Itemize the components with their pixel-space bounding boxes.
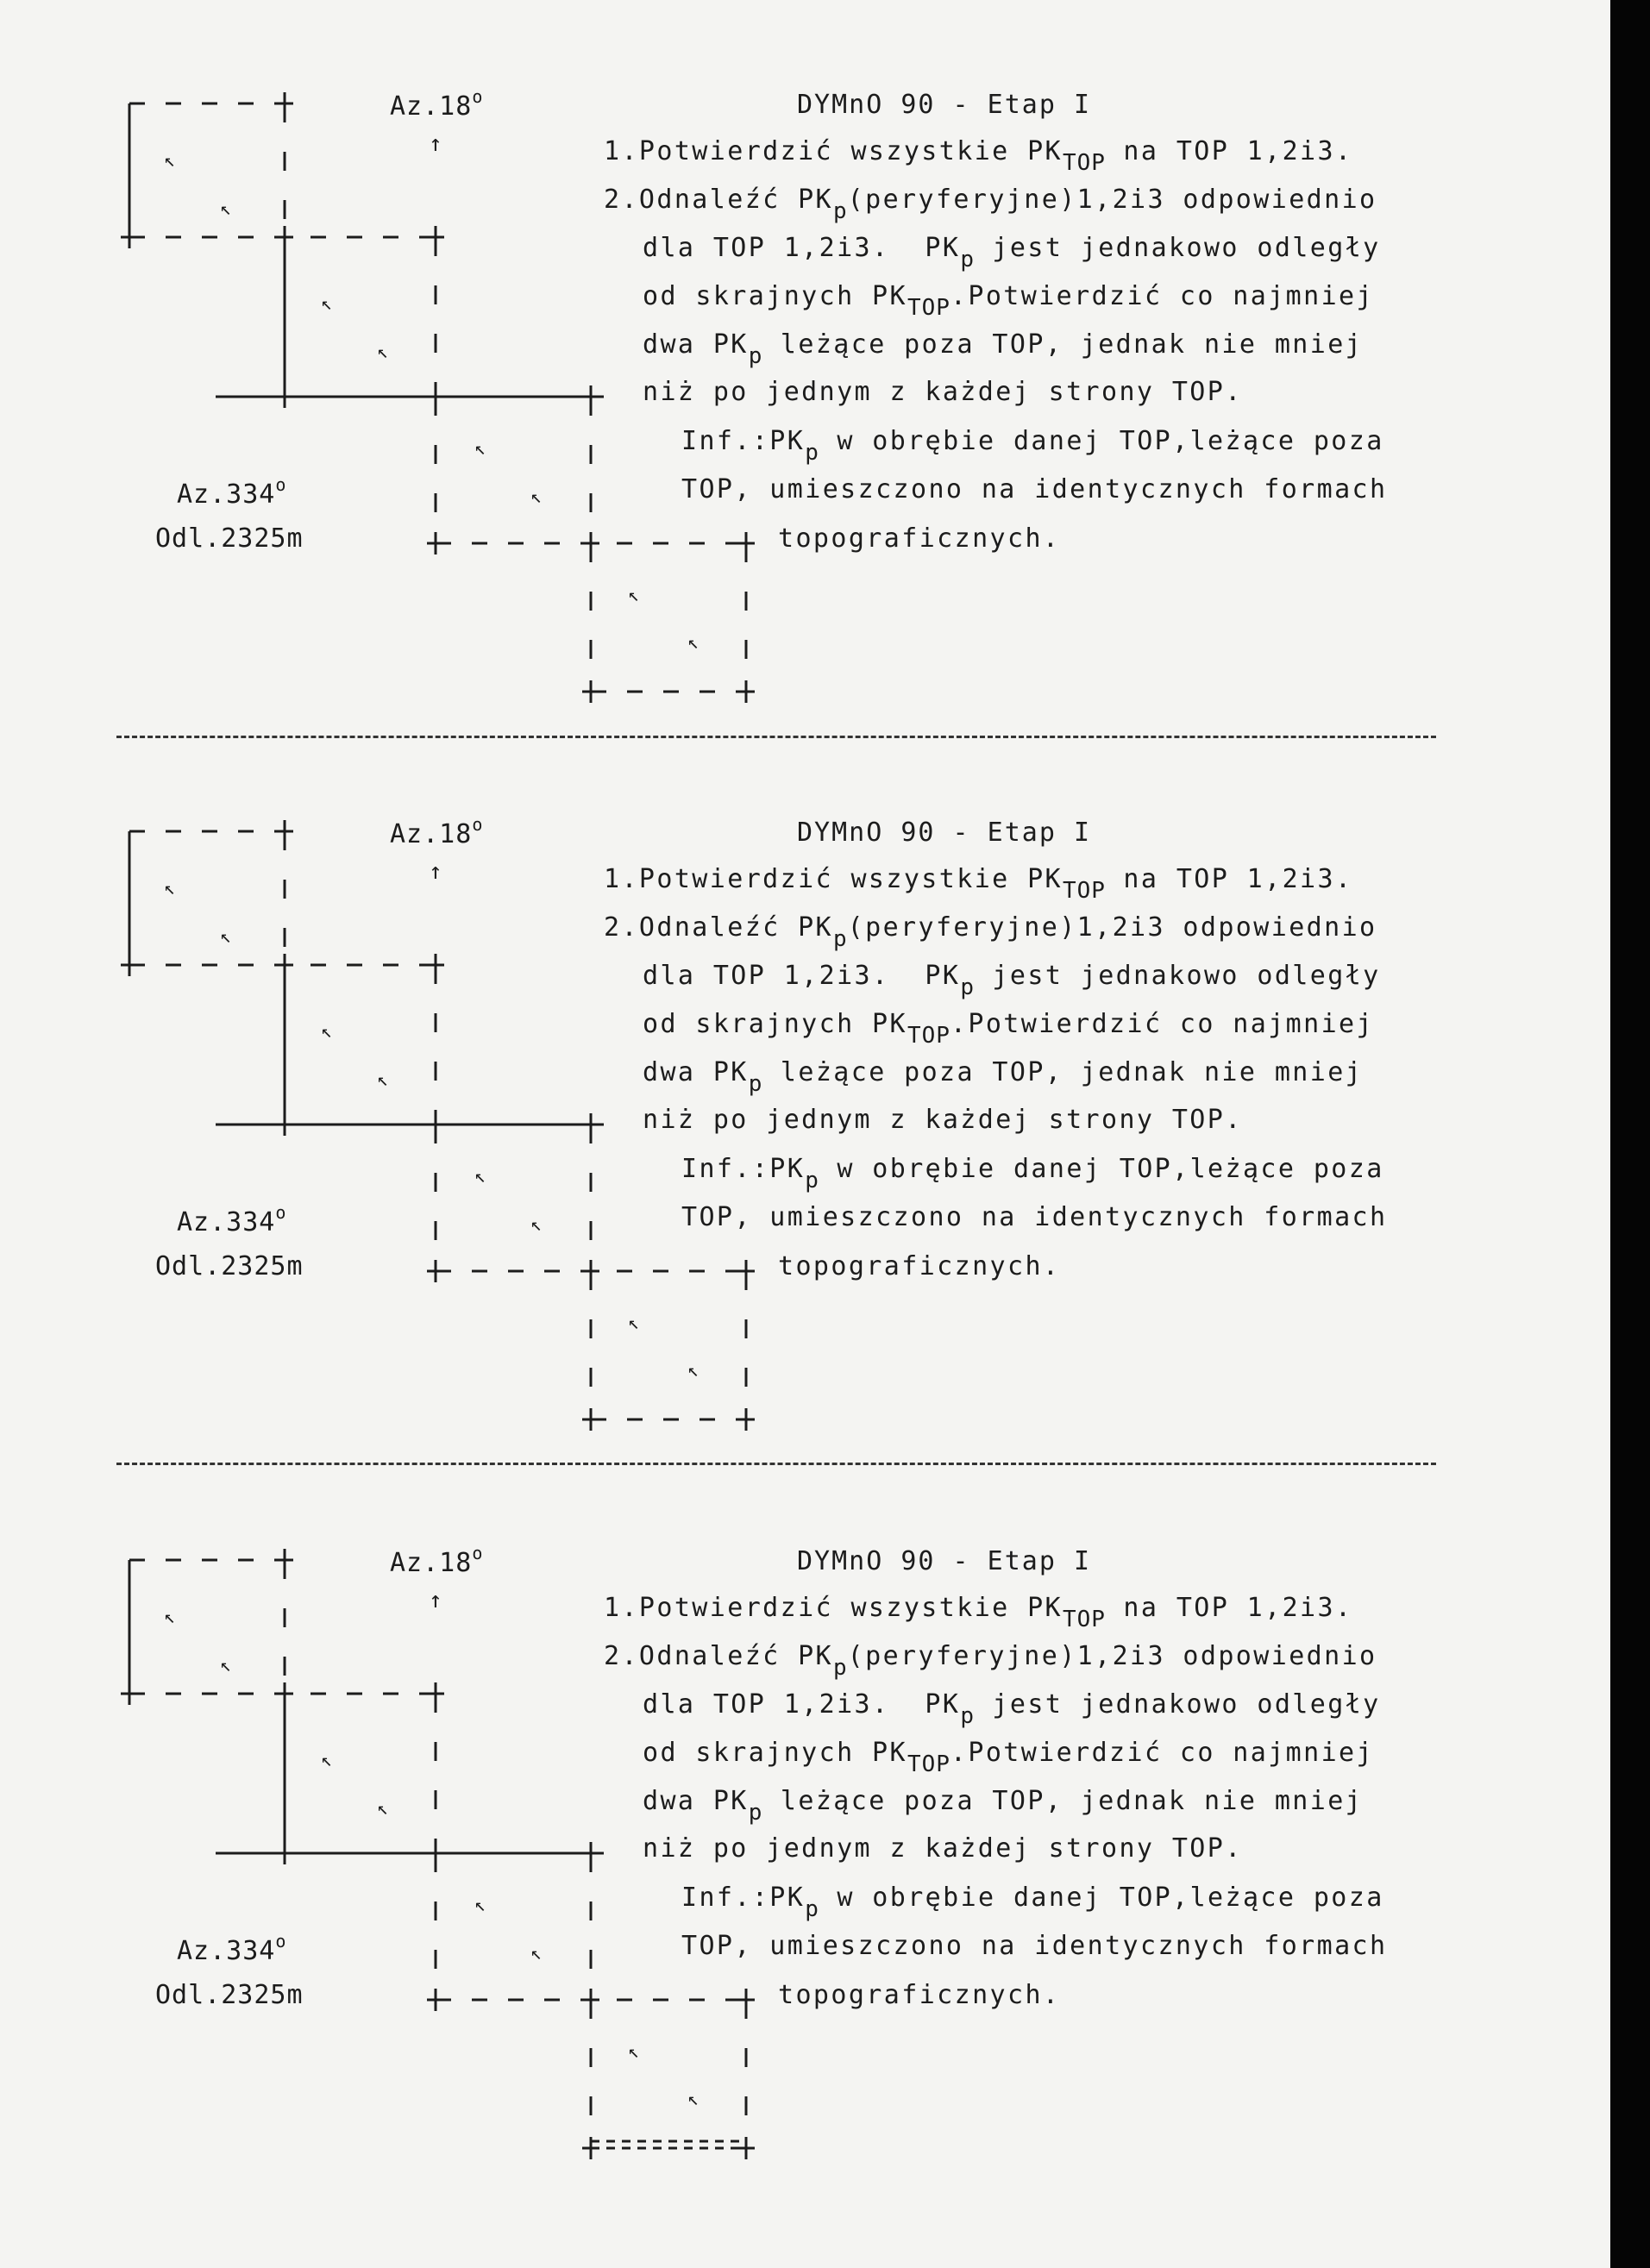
checkpoint-marker: ↖: [321, 1021, 333, 1043]
checkpoint-marker: ↖: [687, 1360, 700, 1381]
instruction-line-1: 1.Potwierdzić wszystkie $PK_{TOP}$ na TOP 1,2i3.: [604, 864, 1353, 904]
instruction-line-6: niż po jednym z każdej strony TOP.: [643, 1833, 1243, 1864]
instruction-line-2: 2.Odnaleźć $PK_p(peryferyjne)1,2i3$ odpowiednio: [604, 185, 1377, 224]
checkpoint-marker: ↖: [474, 438, 486, 460]
checkpoint-marker: ↖: [220, 1655, 232, 1676]
instruction-line-1: 1.Potwierdzić wszystkie $PK_{TOP}$ na TOP 1,2i3.: [604, 1593, 1353, 1632]
info-line-1: $Inf.:PK_p$ w obrębie danej TOP,leżące poza: [681, 1883, 1384, 1922]
instruction-line-6: niż po jednym z każdej strony TOP.: [643, 1105, 1243, 1135]
checkpoint-marker: ↖: [628, 2041, 640, 2063]
card-title: DYMnO 90 - Etap I: [797, 1546, 1092, 1576]
azimuth-north-label: Az.18$^o$: [390, 1543, 484, 1578]
north-arrow-icon: ↑: [429, 859, 442, 885]
cut-line: [116, 736, 1436, 738]
instruction-line-3: dla TOP 1,2i3. $PK_p$ jest jednakowo odległy: [643, 233, 1381, 273]
checkpoint-marker: ↖: [220, 926, 232, 948]
info-line-1: $Inf.:PK_p$ w obrębie danej TOP,leżące poza: [681, 1154, 1384, 1194]
info-line-3: topograficznych.: [778, 1980, 1061, 2010]
checkpoint-marker: ↖: [530, 1214, 543, 1236]
distance-label: Odl.2325m: [155, 523, 304, 554]
checkpoint-marker: ↖: [530, 486, 543, 508]
distance-label: Odl.2325m: [155, 1251, 304, 1281]
checkpoint-marker: ↖: [530, 1943, 543, 1964]
instruction-line-4: od skrajnych $PK_{TOP}.Potwierdzić$ co najmniej: [643, 1738, 1374, 1777]
info-line-2: TOP, umieszczono na identycznych formach: [681, 474, 1388, 504]
azimuth-north-label: Az.18$^o$: [390, 814, 484, 849]
checkpoint-marker: ↖: [377, 1069, 389, 1091]
checkpoint-marker: ↖: [377, 341, 389, 363]
azimuth-south-label: Az.334$^o$: [177, 474, 287, 510]
instruction-card-1: [0, 78, 1650, 806]
instruction-line-5: dwa $PK_p$ leżące poza TOP, jednak nie mniej: [643, 1057, 1364, 1097]
card-title: DYMnO 90 - Etap I: [797, 818, 1092, 848]
north-arrow-icon: ↑: [429, 1588, 442, 1613]
checkpoint-marker: ↖: [628, 1313, 640, 1334]
instruction-line-2: 2.Odnaleźć $PK_p(peryferyjne)1,2i3$ odpowiednio: [604, 912, 1377, 952]
checkpoint-marker: ↖: [164, 1607, 176, 1628]
info-line-3: topograficznych.: [778, 523, 1061, 554]
azimuth-north-label: Az.18$^o$: [390, 86, 484, 122]
instruction-line-4: od skrajnych $PK_{TOP}.Potwierdzić$ co najmniej: [643, 281, 1374, 321]
instruction-line-5: dwa $PK_p$ leżące poza TOP, jednak nie mniej: [643, 1786, 1364, 1826]
checkpoint-marker: ↖: [220, 198, 232, 220]
checkpoint-marker: ↖: [321, 293, 333, 315]
checkpoint-marker: ↖: [474, 1166, 486, 1187]
azimuth-south-label: Az.334$^o$: [177, 1931, 287, 1966]
instruction-line-3: dla TOP 1,2i3. $PK_p$ jest jednakowo odległy: [643, 961, 1381, 1000]
checkpoint-marker: ↖: [377, 1798, 389, 1820]
instruction-line-4: od skrajnych $PK_{TOP}.Potwierdzić$ co najmniej: [643, 1009, 1374, 1049]
checkpoint-marker: ↖: [628, 585, 640, 606]
checkpoint-marker: ↖: [687, 632, 700, 654]
instruction-line-1: 1.Potwierdzić wszystkie $PK_{TOP}$ na TOP 1,2i3.: [604, 136, 1353, 176]
checkpoint-marker: ↖: [164, 878, 176, 899]
checkpoint-marker: ↖: [164, 150, 176, 172]
info-line-2: TOP, umieszczono na identycznych formach: [681, 1202, 1388, 1232]
card-title: DYMnO 90 - Etap I: [797, 90, 1092, 120]
instruction-card-3: [0, 1534, 1650, 2263]
north-arrow-icon: ↑: [429, 131, 442, 157]
instruction-card-2: [0, 805, 1650, 1534]
checkpoint-marker: ↖: [687, 2089, 700, 2110]
info-line-3: topograficznych.: [778, 1251, 1061, 1281]
checkpoint-marker: ↖: [474, 1895, 486, 1916]
instruction-line-6: niż po jednym z każdej strony TOP.: [643, 377, 1243, 407]
distance-label: Odl.2325m: [155, 1980, 304, 2010]
instruction-line-5: dwa $PK_p$ leżące poza TOP, jednak nie mniej: [643, 329, 1364, 369]
checkpoint-marker: ↖: [321, 1750, 333, 1771]
instruction-line-3: dla TOP 1,2i3. $PK_p$ jest jednakowo odległy: [643, 1689, 1381, 1729]
instruction-line-2: 2.Odnaleźć $PK_p(peryferyjne)1,2i3$ odpowiednio: [604, 1641, 1377, 1681]
info-line-2: TOP, umieszczono na identycznych formach: [681, 1931, 1388, 1961]
azimuth-south-label: Az.334$^o$: [177, 1202, 287, 1237]
cut-line: [116, 1463, 1436, 1465]
info-line-1: $Inf.:PK_p$ w obrębie danej TOP,leżące poza: [681, 426, 1384, 466]
